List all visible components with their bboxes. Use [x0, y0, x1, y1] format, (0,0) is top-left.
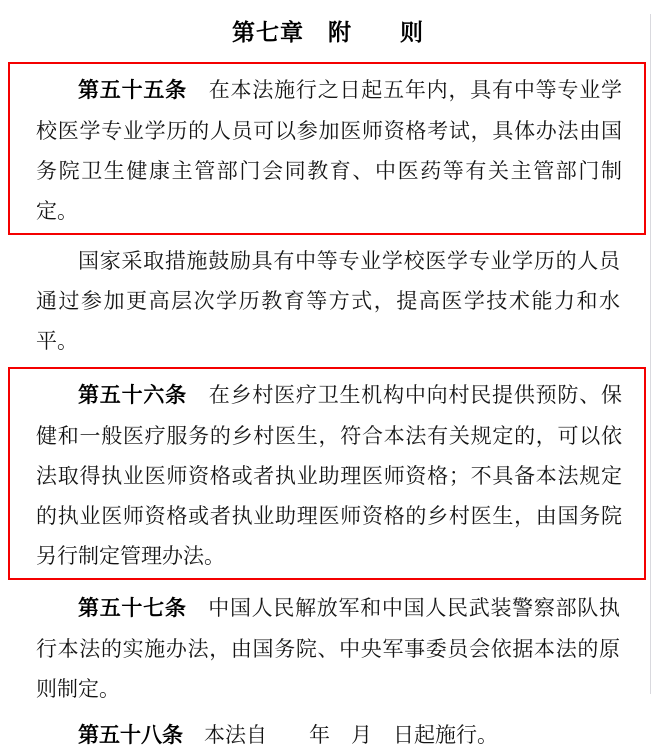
article-56-number: 第五十六条 — [78, 384, 187, 407]
article-57-paragraph — [36, 588, 620, 709]
article-55-paragraph-2 — [36, 241, 620, 361]
article-number-separator — [183, 723, 204, 747]
article-55-highlight-box — [8, 62, 646, 235]
article-56-paragraph — [36, 375, 622, 576]
article-55-text: 在本法施行之日起五年内，具有中等专业学校医学专业学历的人员可以参加医师资格考试，具体办法由国务院卫生健康主管部门会同教育、中医药等有关主管部门制定。 — [36, 78, 623, 223]
article-number-separator — [187, 383, 209, 407]
article-55-paragraph-2-text: 国家采取措施鼓励具有中等专业学校医学专业学历的人员通过参加更高层次学历教育等方式，提高医学技术能力和水平。 — [36, 249, 620, 353]
article-57-text: 中国人民解放军和中国人民武装警察部队执行本法的实施办法，由国务院、中央军事委员会依据本法的原则制定。 — [36, 596, 621, 701]
article-58-number: 第五十八条 — [78, 724, 183, 747]
article-55-number: 第五十五条 — [78, 79, 187, 102]
page-edge-divider — [650, 14, 651, 694]
article-58-paragraph — [36, 715, 620, 756]
article-56-highlight-box — [8, 367, 646, 580]
document-page — [0, 14, 656, 747]
article-57-number: 第五十七条 — [78, 597, 187, 620]
article-number-separator — [187, 596, 209, 620]
article-58-text: 本法自 年 月 日起施行。 — [204, 723, 498, 747]
article-number-separator — [187, 78, 209, 102]
chapter-title: 第七章 附 则 — [232, 19, 424, 45]
article-56-text: 在乡村医疗卫生机构中向村民提供预防、保健和一般医疗服务的乡村医生，符合本法有关规定的，可以依法取得执业医师资格或者执业助理医师资格；不具备本法规定的执业医师资格或者执业助理医师资格的乡村医生，由国务院另行制定管理办法。 — [36, 383, 623, 568]
article-55-paragraph — [36, 70, 622, 231]
